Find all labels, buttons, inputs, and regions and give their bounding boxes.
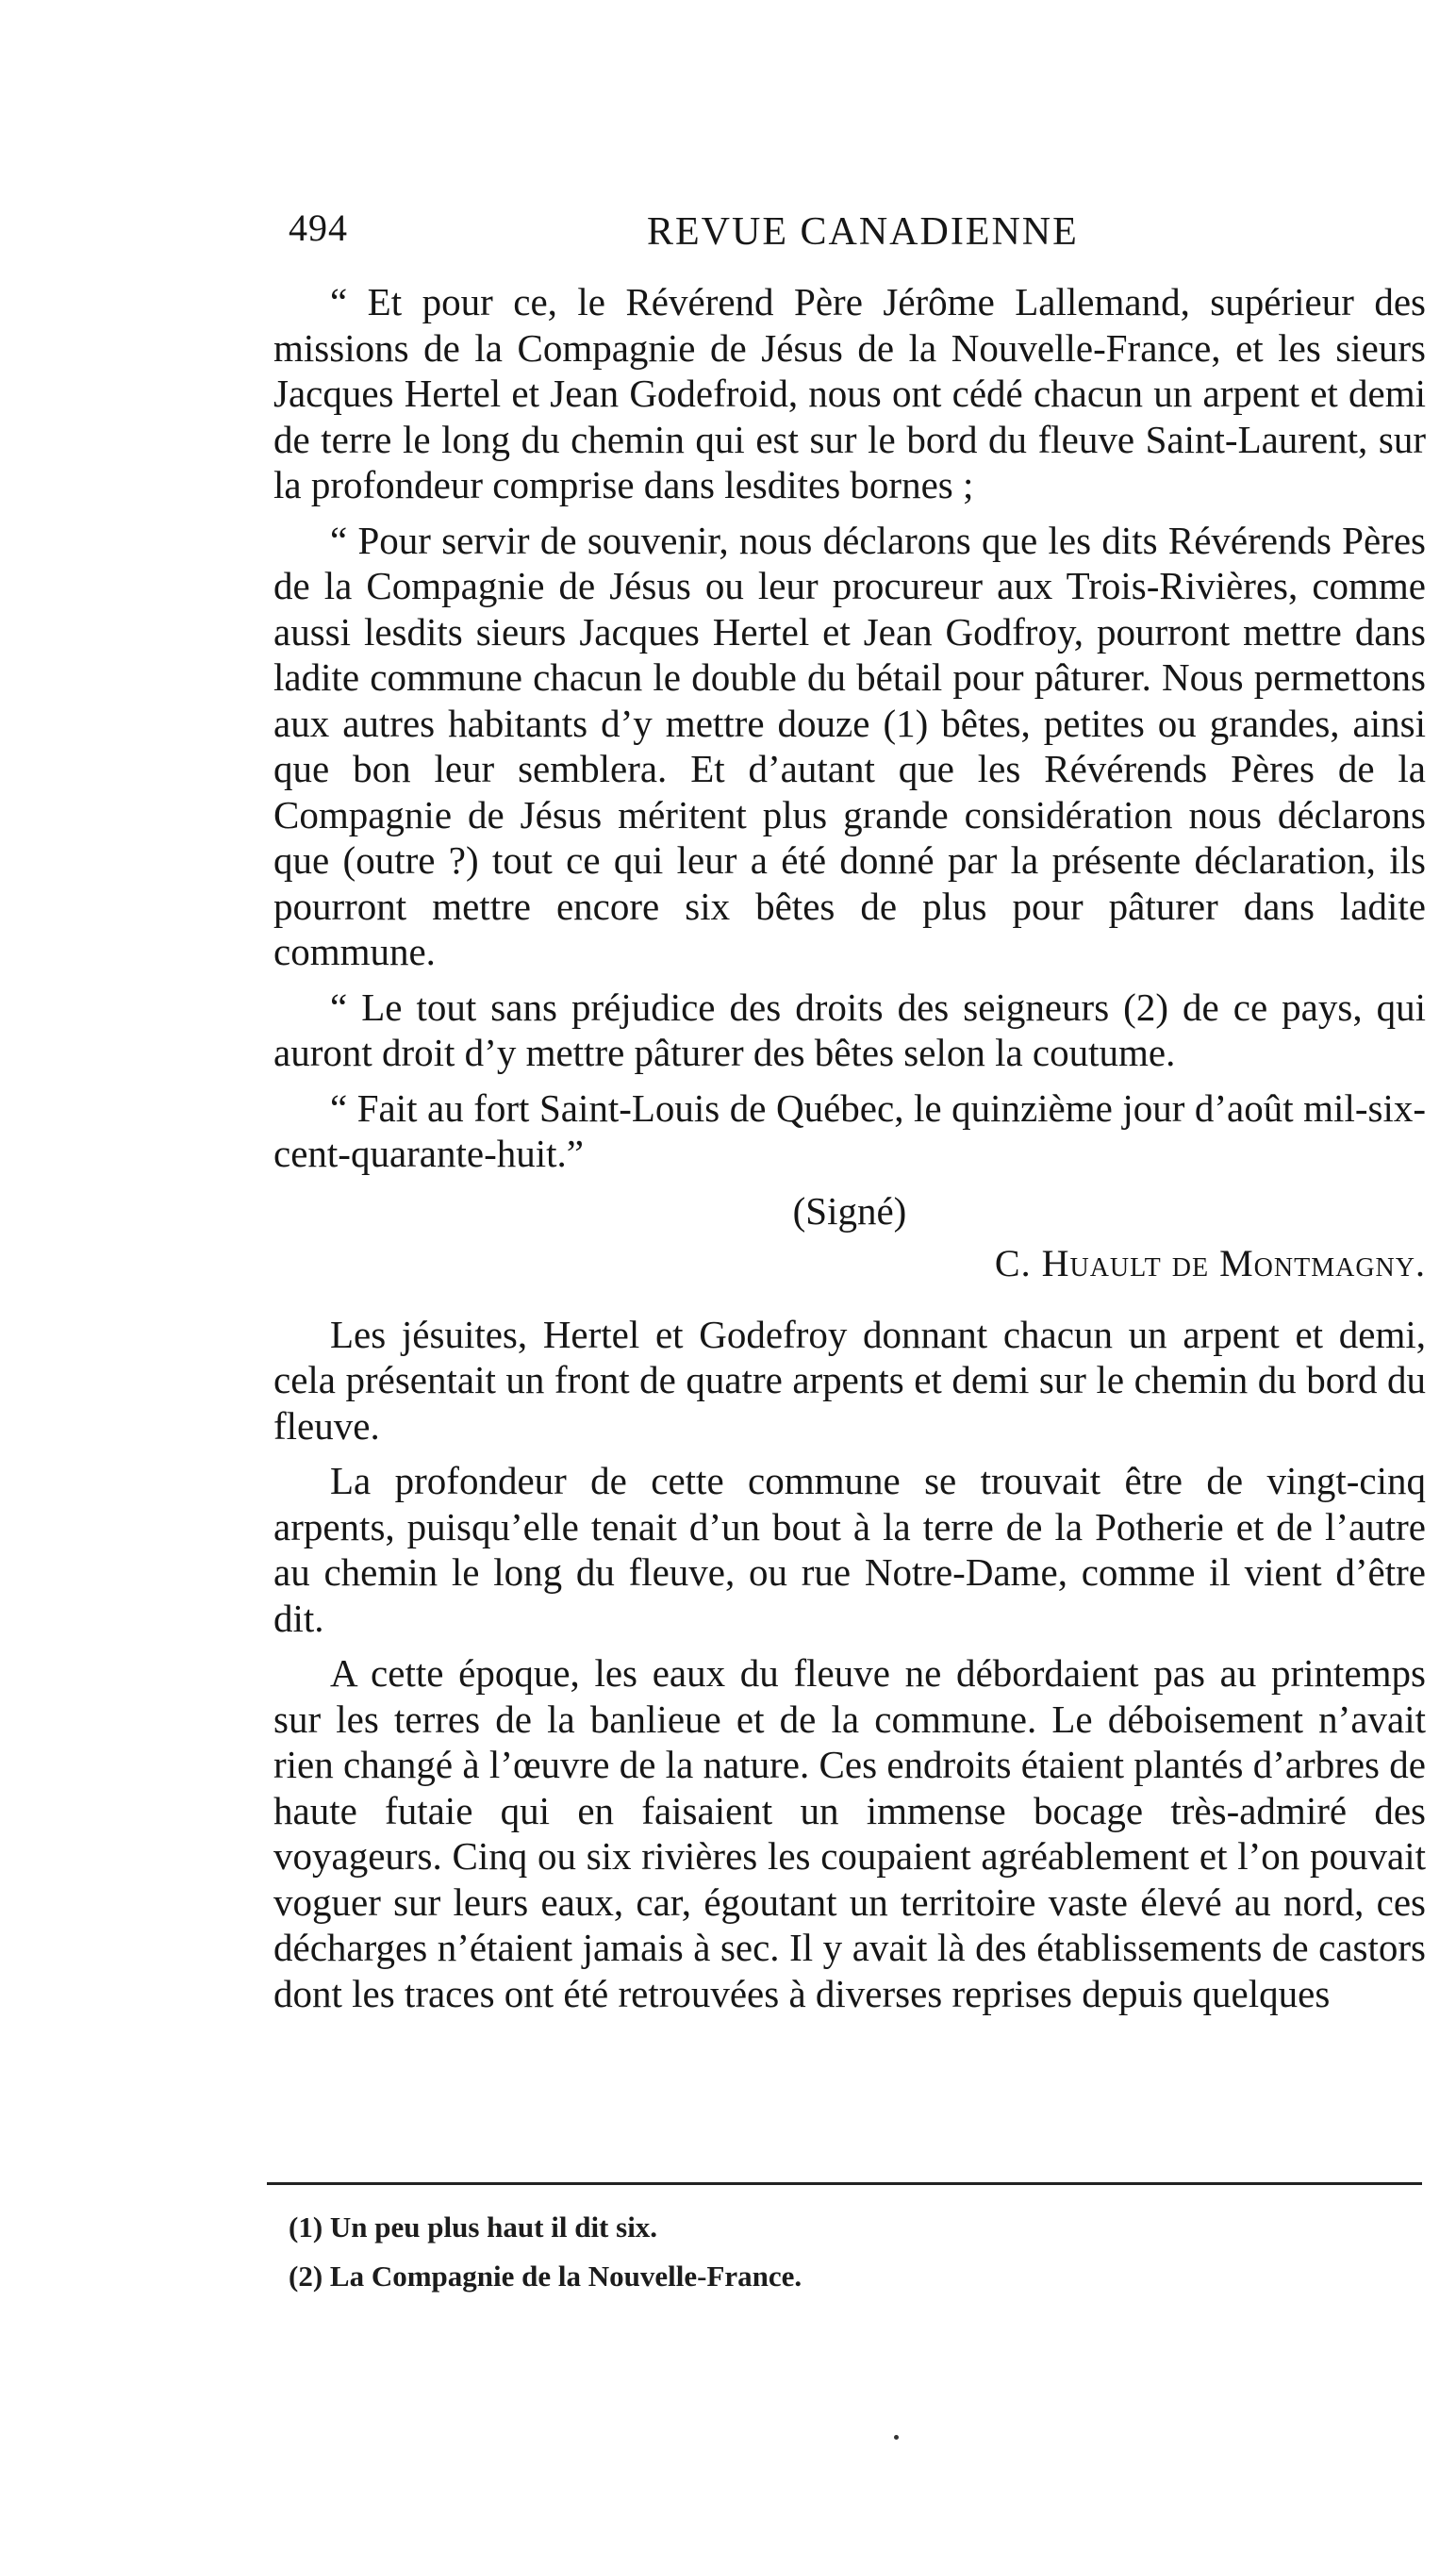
paragraph-body-1: Les jésuites, Hertel et Godefroy donnant chacun un arpent et demi, cela présentait un front de quatre arpents et demi sur le chemin du bord du fleuve. [273, 1312, 1426, 1448]
signature [273, 1241, 1426, 1287]
page-header [289, 206, 1401, 262]
ink-speck [894, 2435, 899, 2440]
footnote-2: (2) La Compagnie de la Nouvelle-France. [289, 2260, 802, 2293]
paragraph-body-2: La profondeur de cette commune se trouvait être de vingt-cinq arpents, puisqu’elle tenait d’un bout à la terre de la Potherie et de l’autre au chemin le long du fleuve, ou rue Notre-Dame, comme il vient d’être dit. [273, 1459, 1426, 1640]
paragraph-quote-1: “ Et pour ce, le Révérend Père Jérôme Lallemand, supérieur des missions de la Compagnie de Jésus de la Nouvelle-France, et les sieurs Jacques Hertel et Jean Godefroid, nous ont cédé chacun un arpent et demi de terre le long du chemin qui est sur le bord du fleuve Saint-Laurent, sur la profondeur comprise dans lesdites bornes ; [273, 280, 1426, 506]
signature-name: C. Huault de Montmagny. [994, 1242, 1426, 1284]
footnote-divider [267, 2182, 1422, 2185]
paragraph-quote-2: “ Pour servir de souvenir, nous déclarons que les dits Révérends Pères de la Compagnie de Jésus ou leur procureur aux Trois-Rivières, comme aussi lesdits sieurs Jacques Hertel et Jean Godfroy, pourront mettre dans ladite commune chacun le double du bétail pour pâturer. Nous permettons aux autres habitants d’y mettre douze (1) bêtes, petites ou grandes, ainsi que bon leur semblera. Et d’autant que les Révérends Pères de la Compagnie de Jésus méritent plus grande considération nous déclarons que (outre ?) tout ce qui leur a été donné par la présente déclaration, ils pourront mettre encore six bêtes de plus pour pâturer dans ladite commune. [273, 518, 1426, 973]
footnote-1: (1) Un peu plus haut il dit six. [289, 2211, 658, 2244]
running-title: REVUE CANADIENNE [647, 210, 1079, 254]
paragraph-quote-4: “ Fait au fort Saint-Louis de Québec, le quinzième jour d’août mil-six-cent-quarante-huit.” [273, 1085, 1426, 1175]
paragraph-body-3: A cette époque, les eaux du fleuve ne débordaient pas au printemps sur les terres de la banlieue et de la commune. Le déboisement n’avait rien changé à l’œuvre de la nature. Ces endroits étaient plantés d’arbres de haute futaie qui en faisaient un immense bocage très-admiré des voyageurs. Cinq ou six rivières les coupaient agréablement et l’on pouvait voguer sur leurs eaux, car, égoutant un territoire vaste élevé au nord, ces décharges n’étaient jamais à sec. Il y avait là des établissements de castors dont les traces ont été retrouvées à diverses reprises depuis quelques [273, 1651, 1426, 2015]
signed-note: (Signé) [792, 1188, 907, 1233]
paragraph-quote-3: “ Le tout sans préjudice des droits des seigneurs (2) de ce pays, qui auront droit d’y mettre pâturer des bêtes selon la coutume. [273, 985, 1426, 1074]
page-body [273, 279, 1426, 2026]
page-number: 494 [289, 207, 348, 249]
footnotes [289, 2203, 1401, 2301]
